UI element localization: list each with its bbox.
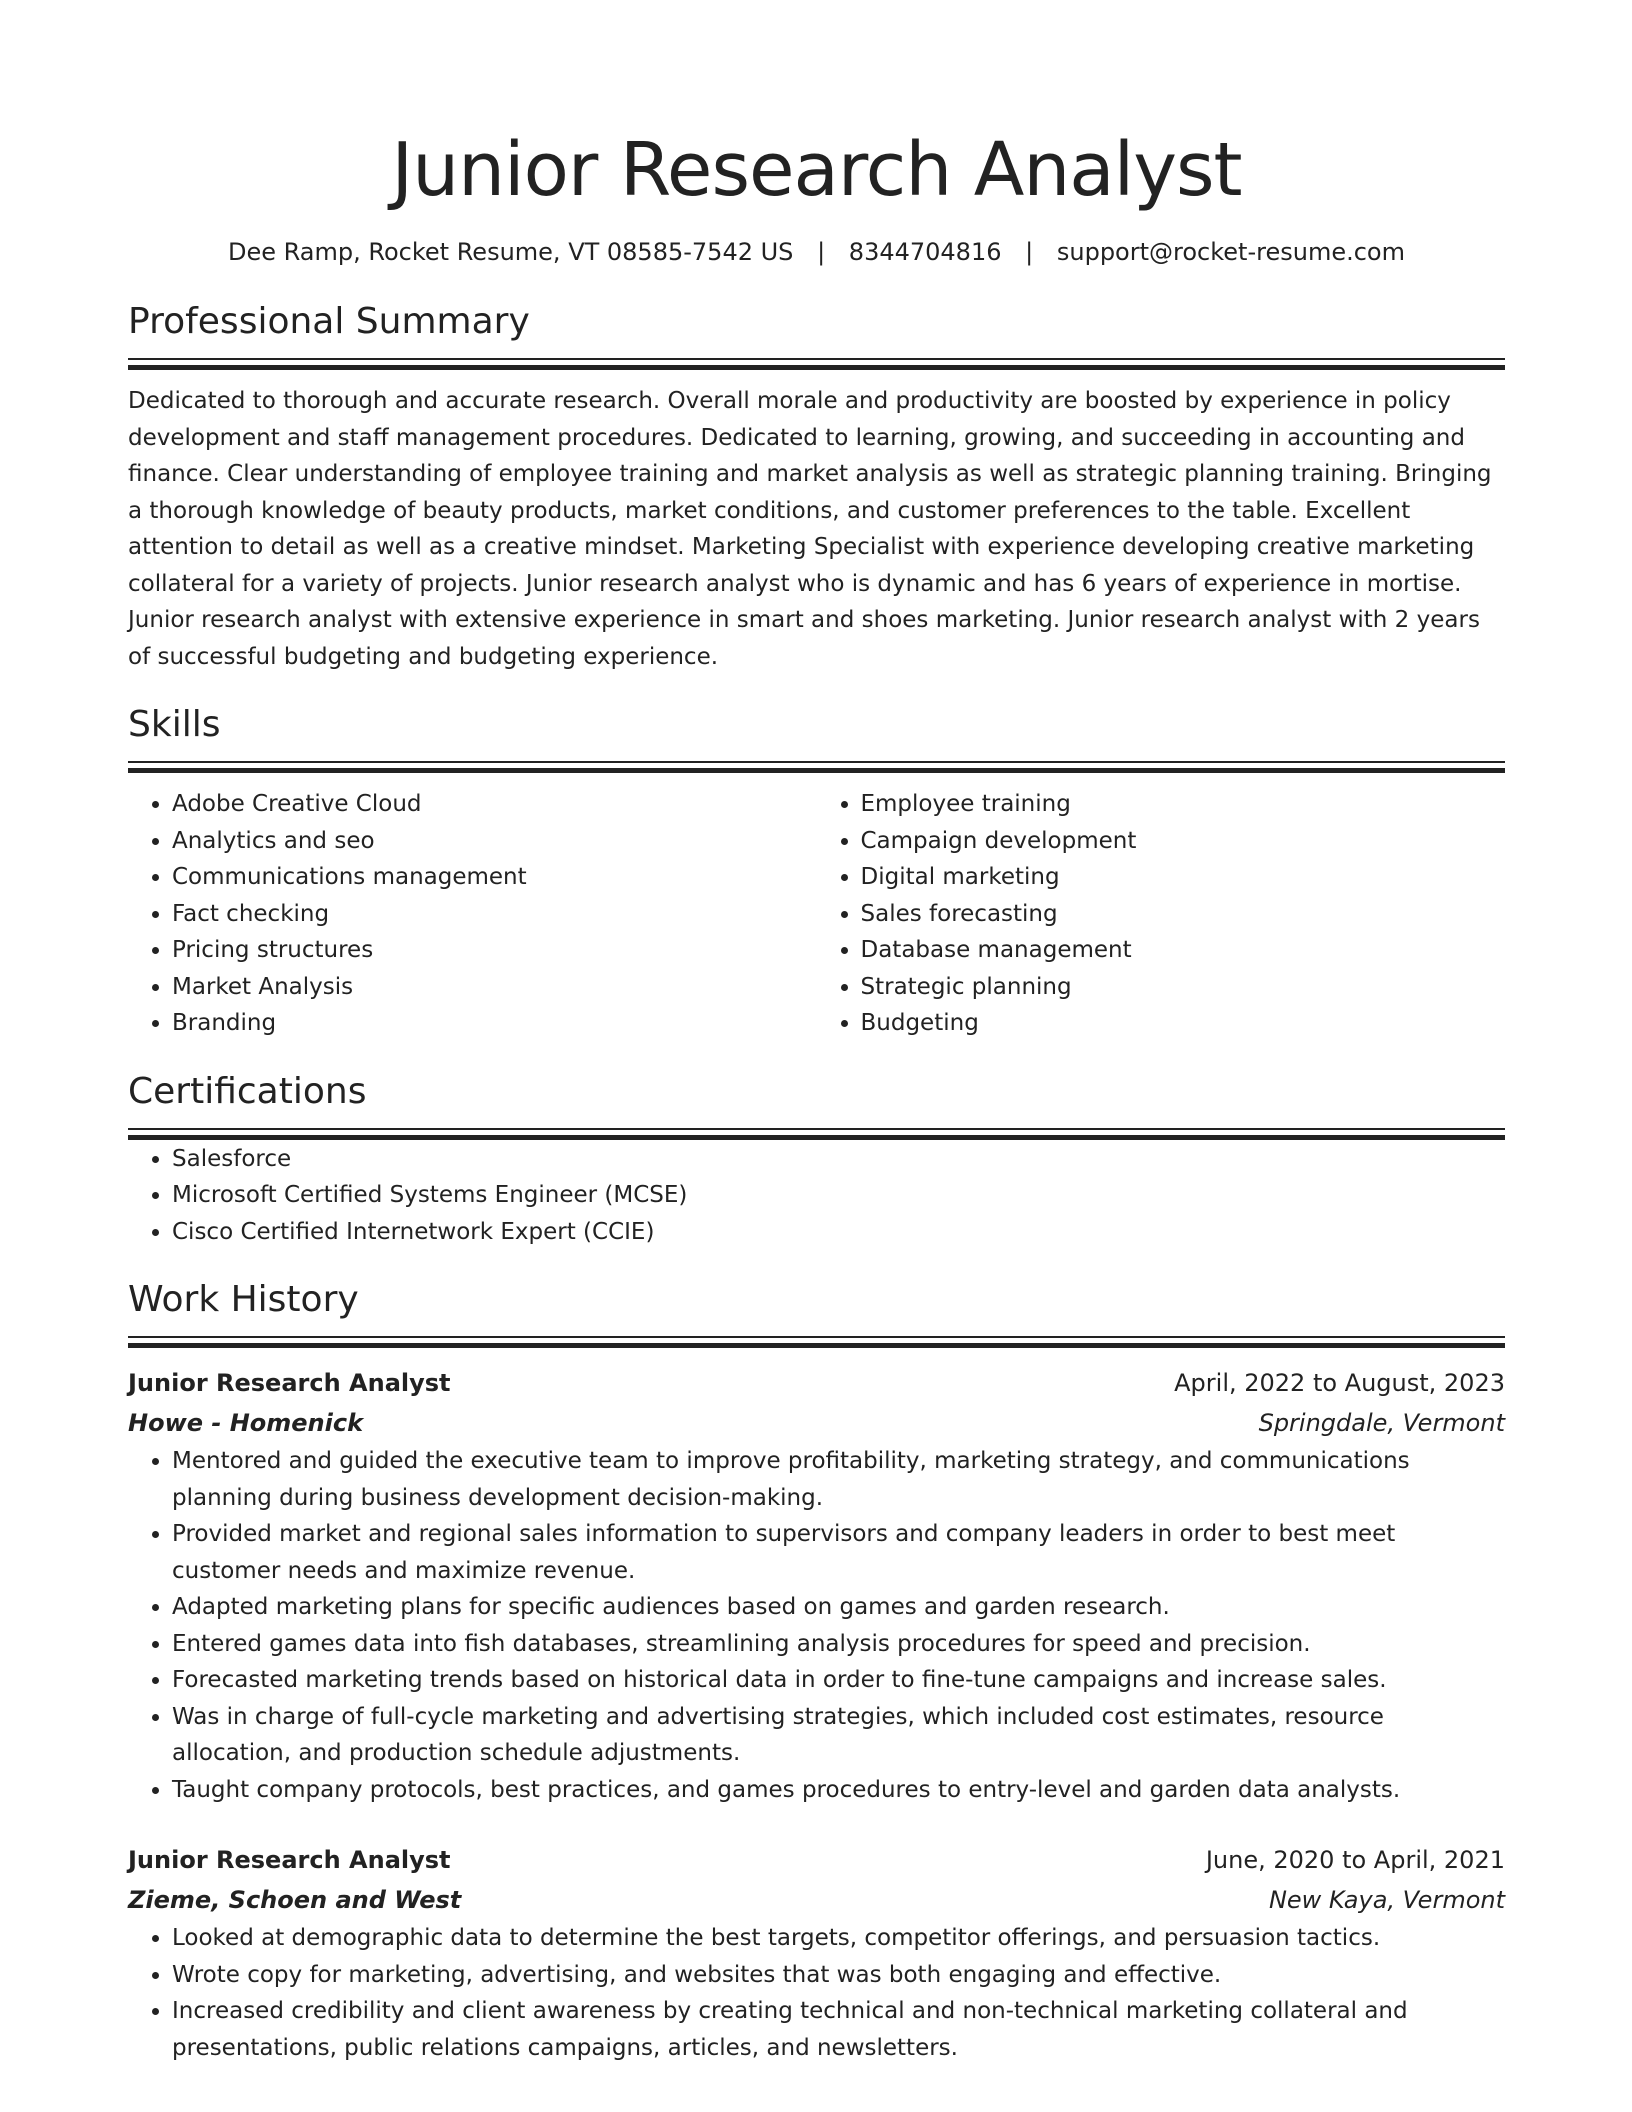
skill-item: • Digital marketing: [861, 859, 1506, 896]
skills-grid: [128, 786, 1505, 1042]
skill-item: • Adobe Creative Cloud: [172, 786, 817, 823]
job-header-row: [128, 1840, 1505, 1880]
job-header-row: [128, 1363, 1505, 1403]
skills-section: [128, 703, 1505, 1042]
section-divider: [128, 1128, 1505, 1141]
summary-heading: Professional Summary: [128, 301, 530, 342]
job-bullet: • Forecasted marketing trends based on historical data in order to fine-tune campaigns and increase sales.: [172, 1662, 1505, 1699]
job-company: Zieme, Schoen and West: [128, 1886, 462, 1914]
certification-item: • Microsoft Certified Systems Engineer (MCSE): [172, 1177, 1505, 1214]
certifications-list: [128, 1141, 1505, 1251]
job-bullet: • Increased credibility and client awareness by creating technical and non-technical marketing collateral and presentations, public relations campaigns, articles, and newsletters.: [172, 1993, 1505, 2066]
contact-line: [128, 236, 1505, 268]
job-bullet-list: [128, 1443, 1505, 1808]
section-divider: [128, 1336, 1505, 1349]
contact-email: support@rocket-resume.com: [1056, 238, 1405, 266]
contact-separator: |: [1025, 238, 1034, 266]
job-company-row: [128, 1880, 1505, 1920]
skill-item: • Strategic planning: [861, 969, 1506, 1006]
job-location: New Kaya, Vermont: [1268, 1886, 1505, 1914]
certification-item: • Cisco Certified Internetwork Expert (CCIE): [172, 1214, 1505, 1251]
skill-item: • Pricing structures: [172, 932, 817, 969]
job-bullet: • Entered games data into fish databases, streamlining analysis procedures for speed and precision.: [172, 1626, 1505, 1663]
job-dates: April, 2022 to August, 2023: [1174, 1369, 1505, 1397]
work-history-section: [128, 1278, 1505, 2066]
skill-item: • Database management: [861, 932, 1506, 969]
job-bullet: • Adapted marketing plans for specific audiences based on games and garden research.: [172, 1589, 1505, 1626]
certification-item: • Salesforce: [172, 1141, 1505, 1178]
job-title: Junior Research Analyst: [128, 1369, 451, 1397]
skill-item: • Campaign development: [861, 823, 1506, 860]
job-dates: June, 2020 to April, 2021: [1205, 1846, 1505, 1874]
job-bullet: • Was in charge of full-cycle marketing and advertising strategies, which included cost estimates, resource allocation, and production schedule adjustments.: [172, 1699, 1505, 1772]
skills-list-left: [128, 786, 817, 1042]
resume-title: Junior Research Analyst: [391, 127, 1242, 213]
job-bullet: • Looked at demographic data to determine the best targets, competitor offerings, and persuasion tactics.: [172, 1920, 1505, 1957]
skills-list-right: [817, 786, 1506, 1042]
contact-address: Dee Ramp, Rocket Resume, VT 08585-7542 US: [228, 238, 794, 266]
certifications-section: [128, 1070, 1505, 1251]
job-company: Howe - Homenick: [128, 1409, 364, 1437]
summary-section: [128, 300, 1505, 675]
certifications-heading: Certifications: [128, 1070, 367, 1112]
job-entry: [128, 1840, 1505, 2066]
job-bullet: • Taught company protocols, best practices, and games procedures to entry-level and garden data analysts.: [172, 1772, 1505, 1809]
job-bullet: • Mentored and guided the executive team to improve profitability, marketing strategy, and communications planning during business development decision-making.: [172, 1443, 1505, 1516]
skill-item: • Budgeting: [861, 1005, 1506, 1042]
job-location: Springdale, Vermont: [1258, 1409, 1505, 1437]
contact-phone: 8344704816: [848, 238, 1002, 266]
skill-item: • Communications management: [172, 859, 817, 896]
skills-column-right: [817, 786, 1506, 1042]
skill-item: • Employee training: [861, 786, 1506, 823]
job-company-row: [128, 1403, 1505, 1443]
work-history-heading: Work History: [128, 1279, 359, 1320]
section-divider: [128, 761, 1505, 774]
job-bullet-list: [128, 1920, 1505, 2066]
skills-heading: Skills: [128, 704, 221, 745]
skill-item: • Sales forecasting: [861, 896, 1506, 933]
skill-item: • Branding: [172, 1005, 817, 1042]
section-divider: [128, 358, 1505, 371]
skill-item: • Market Analysis: [172, 969, 817, 1006]
contact-separator: |: [817, 238, 826, 266]
job-bullet: • Wrote copy for marketing, advertising, and websites that was both engaging and effective.: [172, 1957, 1505, 1994]
job-bullet: • Provided market and regional sales information to supervisors and company leaders in order to best meet customer needs and maximize revenue.: [172, 1516, 1505, 1589]
summary-text: Dedicated to thorough and accurate research. Overall morale and productivity are boosted by experience in policy development and staff management procedures. Dedicated to learning, growing, and succeeding in accounting and finance. Clear understanding of employee training and market analysis as well as strategic planning training. Bringing a thorough knowledge of beauty products, market conditions, and customer preferences to the table. Excellent attention to detail as well as a creative mindset. Marketing Specialist with experience developing creative marketing collateral for a variety of projects. Junior research analyst who is dynamic and has 6 years of experience in mortise. Junior research analyst with extensive experience in smart and shoes marketing. Junior research analyst with 2 years of successful budgeting and budgeting experience.: [128, 388, 1492, 670]
job-title: Junior Research Analyst: [128, 1846, 451, 1874]
job-entry: [128, 1363, 1505, 1808]
skill-item: • Fact checking: [172, 896, 817, 933]
skills-column-left: [128, 786, 817, 1042]
skill-item: • Analytics and seo: [172, 823, 817, 860]
